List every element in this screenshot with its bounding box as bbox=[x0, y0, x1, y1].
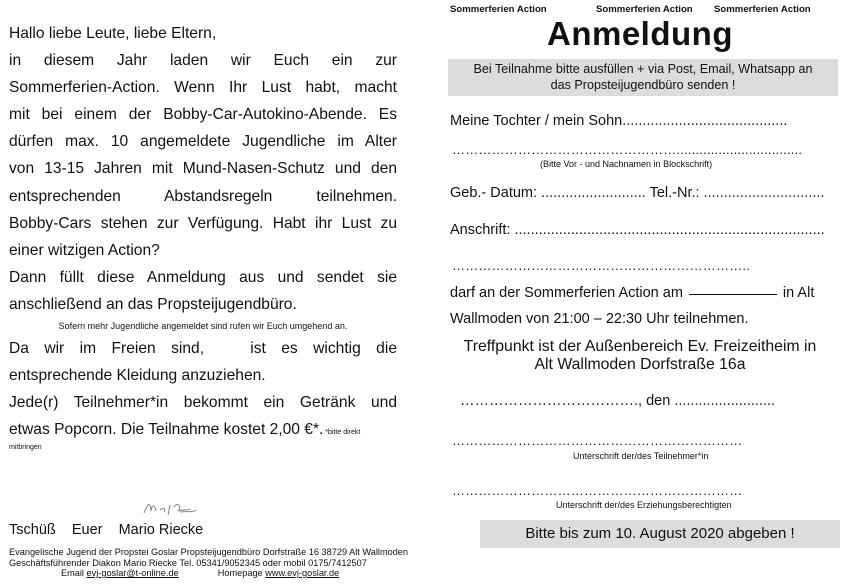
address-label: Anschrift: bbox=[450, 222, 515, 238]
footer-links bbox=[9, 568, 404, 579]
letter-line-dann: Dann füllt diese Anmeldung aus und sendet sie bbox=[9, 268, 397, 286]
place-date-row bbox=[460, 393, 775, 409]
name-hint: (Bitte Vor - und Nachnamen in Blockschrift) bbox=[540, 159, 713, 169]
popcorn-text: etwas Popcorn. Die Teilnahme kostet 2,00 €*. bbox=[9, 421, 324, 439]
date-field[interactable]: ......................... bbox=[674, 393, 776, 409]
participate-time: Wallmoden von 21:00 – 22:30 Uhr teilnehmen. bbox=[450, 311, 749, 327]
letter-line-kleidung: entsprechende Kleidung anzuziehen. bbox=[9, 367, 266, 385]
letter-line-1: in diesem Jahr laden wir Euch ein zur bbox=[9, 52, 397, 70]
letter-line-6: entsprechenden Abstandsregeln teilnehmen. bbox=[9, 187, 397, 205]
top-label-2: Sommerferien Action bbox=[596, 4, 693, 15]
letter-line-7: Bobby-Cars stehen zur Verfügung. Habt ihr Lust zu bbox=[9, 214, 397, 232]
footer-homepage-link[interactable]: www.evj-goslar.de bbox=[265, 568, 340, 578]
participant-signature-line[interactable]: ………………………………………………………… bbox=[452, 433, 743, 448]
address-field[interactable] bbox=[450, 222, 825, 238]
registration-form bbox=[440, 0, 840, 588]
child-name-field[interactable] bbox=[450, 113, 787, 129]
handwritten-signature bbox=[140, 497, 200, 519]
participant-signature-label: Unterschrift der/des Teilnehmer*in bbox=[573, 451, 709, 461]
birth-phone-row bbox=[450, 185, 824, 201]
top-label-1: Sommerferien Action bbox=[450, 4, 547, 15]
top-label-3: Sommerferien Action bbox=[714, 4, 811, 15]
footer-address: Evangelische Jugend der Propstei Goslar Propsteijugendbüro Dorfstraße 16 38729 Alt Wallmoden bbox=[9, 547, 409, 557]
form-title: Anmeldung bbox=[547, 15, 733, 52]
meeting-point bbox=[440, 338, 840, 374]
meet-line-2: Alt Wallmoden Dorfstraße 16a bbox=[534, 356, 746, 373]
invitation-letter bbox=[9, 20, 397, 454]
footer-homepage-label: Homepage bbox=[217, 568, 266, 578]
letter-line-jede: Jede(r) Teilnehmer*in bekommt ein Getränk und bbox=[9, 394, 397, 412]
guardian-signature-line[interactable]: ………………………………………………………… bbox=[452, 483, 743, 498]
child-dots: ......................................... bbox=[622, 113, 788, 129]
letter-line-2: Sommerferien-Action. Wenn Ihr Lust habt, macht bbox=[9, 79, 397, 97]
den-label: , den bbox=[638, 393, 675, 409]
child-name-line[interactable]: ……………………………………………................................. bbox=[452, 142, 803, 157]
place-field[interactable]: ………………………………. bbox=[460, 393, 639, 409]
birth-date-field[interactable]: .......................... bbox=[541, 185, 646, 201]
action-date-field[interactable] bbox=[689, 294, 777, 295]
letter-line-4: dürfen max. 10 angemeldete Jugendliche im Alter bbox=[9, 133, 397, 151]
footer-contact: Geschäftsführender Diakon Mario Riecke Tel. 05341/9052345 oder mobil 0175/7412507 bbox=[9, 557, 367, 568]
letter-footer bbox=[9, 547, 409, 579]
letter-line-popcorn bbox=[9, 416, 397, 446]
letter-greeting: Hallo liebe Leute, liebe Eltern, bbox=[9, 25, 217, 42]
due-date-banner: Bitte bis zum 10. August 2020 abgeben ! bbox=[480, 520, 840, 548]
phone-label: Tel.-Nr.: bbox=[649, 185, 704, 201]
phone-field[interactable]: .............................. bbox=[703, 185, 825, 201]
birth-label: Geb.- Datum: bbox=[450, 185, 542, 201]
participate-pre: darf an der Sommerferien Action am bbox=[450, 285, 683, 301]
address-dots: ............................................................................. bbox=[514, 222, 825, 238]
participate-post: in Alt bbox=[782, 285, 815, 301]
child-label: Meine Tochter / mein Sohn bbox=[450, 113, 623, 129]
letter-line-3: mit bei einem der Bobby-Car-Autokino-Abende. Es bbox=[9, 106, 397, 124]
letter-small-note: Sofern mehr Jugendliche angemeldet sind rufen wir Euch umgehend an. bbox=[58, 321, 348, 332]
notice-line-1: Bei Teilnahme bitte ausfüllen + via Post, Email, Whatsapp an bbox=[473, 62, 813, 76]
letter-line-action: einer witzigen Action? bbox=[9, 241, 160, 259]
letter-line-freien: Da wir im Freien sind, ist es wichtig die bbox=[9, 340, 397, 358]
footer-email-link[interactable]: evj-goslar@t-online.de bbox=[86, 568, 179, 578]
form-notice bbox=[448, 59, 838, 96]
letter-sign-off: Tschüß Euer Mario Riecke bbox=[9, 522, 204, 538]
footer-email-label: Email bbox=[61, 568, 87, 578]
mitbringen-note: mitbringen bbox=[9, 444, 42, 452]
notice-line-2: das Propsteijugendbüro senden ! bbox=[550, 78, 736, 92]
guardian-signature-label: Unterschrift der/des Erziehungsberechtigten bbox=[556, 500, 732, 510]
letter-line-anschliessend: anschließend an das Propsteijugendbüro. bbox=[9, 295, 297, 313]
letter-line-5: von 13-15 Jahren mit Mund-Nasen-Schutz und den bbox=[9, 160, 397, 178]
meet-line-1: Treffpunkt ist der Außenbereich Ev. Freizeitheim in bbox=[463, 338, 817, 355]
bitte-direkt-note: *bitte direkt bbox=[323, 429, 361, 437]
participate-line bbox=[450, 285, 814, 301]
address-line-2[interactable]: ………………………………………………………….. bbox=[452, 258, 751, 273]
